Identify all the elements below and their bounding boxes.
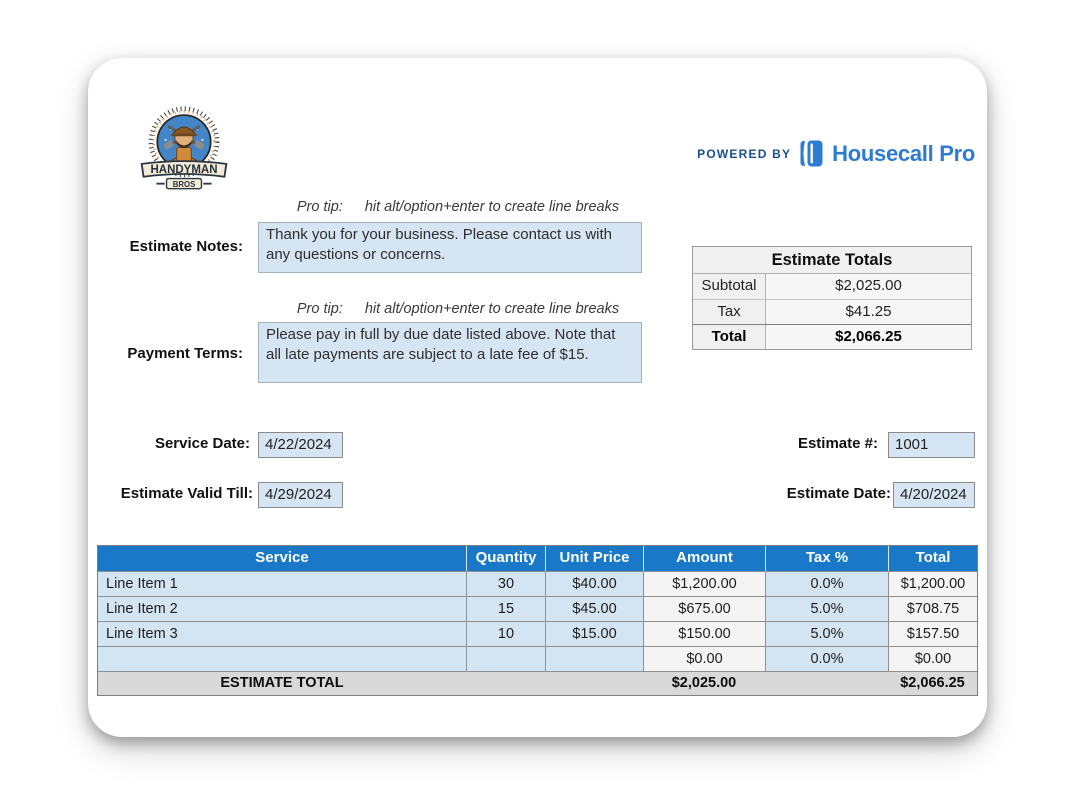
line-item-row [98, 621, 977, 646]
estimate-number-label: Estimate #: [797, 435, 878, 452]
estimate-totals-box [692, 246, 972, 350]
service-cell[interactable]: Line Item 2 [98, 596, 466, 621]
tax-value: $41.25 [766, 300, 971, 324]
subtotal-row [693, 274, 971, 299]
unit-price-cell[interactable]: $45.00 [545, 596, 643, 621]
housecall-pro-icon [800, 140, 823, 167]
estimate-date-label: Estimate Date: [786, 485, 891, 502]
service-date-label: Service Date: [154, 435, 250, 452]
payment-terms-input[interactable]: Please pay in full by due date listed above. Note that all late payments are subject to a late fee of $15. [258, 322, 642, 383]
housecall-pro-wordmark: Housecall Pro [832, 140, 975, 166]
unit-price-cell[interactable]: $40.00 [545, 571, 643, 596]
unit-price-cell[interactable] [545, 646, 643, 671]
estimate-number-input[interactable]: 1001 [888, 432, 975, 458]
amount-cell: $1,200.00 [643, 571, 765, 596]
pro-tip-terms [258, 301, 658, 317]
powered-by-label: POWERED BY [697, 146, 792, 161]
total-cell: $0.00 [888, 646, 977, 671]
tax-cell[interactable]: 0.0% [765, 571, 888, 596]
estimate-template-card [88, 58, 987, 737]
tax-row [693, 299, 971, 324]
header-service: Service [98, 546, 466, 571]
estimate-notes-label: Estimate Notes: [129, 238, 243, 255]
estimate-date-input[interactable]: 4/20/2024 [893, 482, 975, 508]
estimate-total-value: $2,066.25 [888, 671, 977, 695]
estimate-notes-input[interactable]: Thank you for your business. Please contact us with any questions or concerns. [258, 222, 642, 273]
pro-tip-label: Pro tip: [296, 301, 343, 317]
pro-tip-text: hit alt/option+enter to create line breaks [364, 199, 620, 215]
amount-cell: $675.00 [643, 596, 765, 621]
pro-tip-label: Pro tip: [296, 199, 343, 215]
pro-tip-notes [258, 199, 658, 215]
header-unit-price: Unit Price [545, 546, 643, 571]
total-value: $2,066.25 [766, 325, 971, 349]
pro-tip-text: hit alt/option+enter to create line breaks [364, 301, 620, 317]
amount-cell: $150.00 [643, 621, 765, 646]
service-cell[interactable]: Line Item 1 [98, 571, 466, 596]
estimate-total-row [98, 671, 977, 695]
header-amount: Amount [643, 546, 765, 571]
logo-text-handyman: HANDYMAN [150, 164, 218, 177]
subtotal-value: $2,025.00 [766, 274, 971, 299]
service-cell[interactable] [98, 646, 466, 671]
total-label: Total [693, 325, 766, 349]
line-items-header-row [98, 546, 977, 571]
estimate-total-amount: $2,025.00 [643, 671, 765, 695]
estimate-valid-till-label: Estimate Valid Till: [120, 485, 253, 502]
total-cell: $1,200.00 [888, 571, 977, 596]
service-date-input[interactable]: 4/22/2024 [258, 432, 343, 458]
header-quantity: Quantity [466, 546, 545, 571]
unit-price-cell[interactable]: $15.00 [545, 621, 643, 646]
amount-cell: $0.00 [643, 646, 765, 671]
line-item-row [98, 596, 977, 621]
estimate-totals-title: Estimate Totals [693, 247, 971, 274]
total-cell: $708.75 [888, 596, 977, 621]
estimate-valid-till-input[interactable]: 4/29/2024 [258, 482, 343, 508]
total-cell: $157.50 [888, 621, 977, 646]
tax-cell[interactable]: 5.0% [765, 596, 888, 621]
header-total: Total [888, 546, 977, 571]
quantity-cell[interactable]: 15 [466, 596, 545, 621]
line-item-row [98, 571, 977, 596]
payment-terms-label: Payment Terms: [127, 345, 243, 362]
quantity-cell[interactable]: 10 [466, 621, 545, 646]
line-items-table [97, 545, 978, 696]
quantity-cell[interactable] [466, 646, 545, 671]
logo-text-bros: BROS [172, 179, 196, 189]
subtotal-label: Subtotal [693, 274, 766, 299]
tax-cell[interactable]: 0.0% [765, 646, 888, 671]
service-cell[interactable]: Line Item 3 [98, 621, 466, 646]
quantity-cell[interactable]: 30 [466, 571, 545, 596]
tax-label: Tax [693, 300, 766, 324]
tax-cell[interactable]: 5.0% [765, 621, 888, 646]
total-row [693, 324, 971, 349]
estimate-total-label: ESTIMATE TOTAL [98, 671, 466, 695]
powered-by-branding [697, 140, 975, 167]
company-logo [138, 104, 230, 198]
line-item-row-empty [98, 646, 977, 671]
header-tax: Tax % [765, 546, 888, 571]
